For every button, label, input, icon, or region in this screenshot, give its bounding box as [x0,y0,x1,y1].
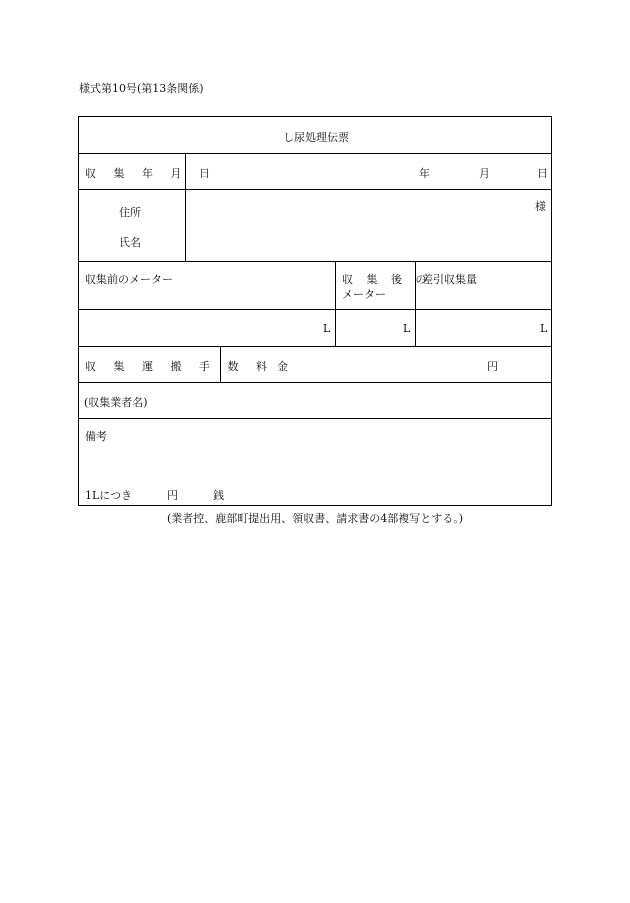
month-label: 月 [479,167,490,180]
day-label: 日 [537,167,548,180]
rate-yen: 円 [167,489,178,502]
unit-before: L [323,322,331,335]
meter-after-label-2: メーター [342,288,386,301]
rate-sen: 銭 [213,489,224,502]
row-divider [79,382,551,383]
remarks-label: 備考 [85,430,107,443]
row-divider [79,189,551,190]
fee-prefix: 金 [277,360,288,373]
row-divider [79,346,551,347]
fee-label: 収 集 運 搬 手 数 料 [85,360,274,373]
fee-suffix: 円 [487,360,498,373]
slip-title: し尿処理伝票 [283,131,349,144]
honorific-label: 様 [535,200,546,213]
row-divider [79,261,551,262]
form-number: 様式第10号(第13条関係) [79,82,204,95]
name-label: 氏名 [119,236,141,249]
unit-after: L [403,322,411,335]
footer-note: (業者控、鹿部町提出用、領収書、請求書の4部複写とする。) [166,512,464,525]
rate-prefix: 1Lにつき [85,489,133,502]
meter-before-label: 収集前のメーター [85,273,173,286]
difference-label: 差引収集量 [422,273,477,286]
column-divider [335,261,336,346]
collector-label: (収集業者名) [84,396,148,409]
row-divider [79,309,551,310]
row-divider [79,418,551,419]
row-divider [79,153,551,154]
unit-difference: L [540,322,548,335]
address-label: 住所 [119,206,141,219]
meter-after-label: 収 集 後 の [342,273,432,286]
collection-date-label: 収 集 年 月 日 [85,167,217,180]
slip-table [78,116,552,506]
year-label: 年 [419,167,430,180]
